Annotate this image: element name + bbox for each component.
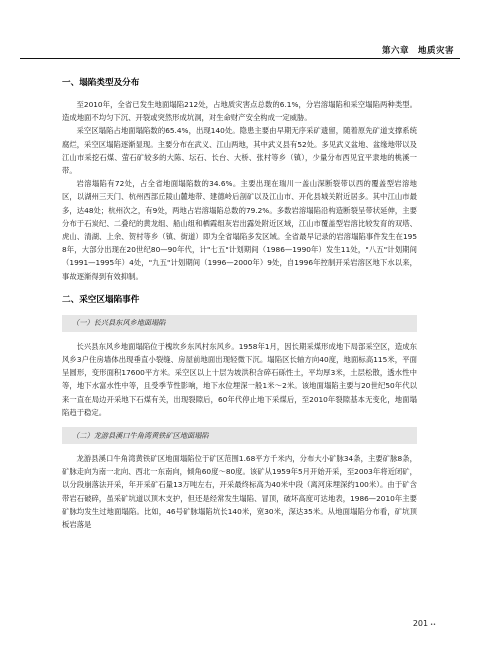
- page-number-value: 201: [412, 619, 429, 628]
- section-heading-2: 二、采空区塌陷事件: [62, 294, 140, 305]
- header-rule: [20, 58, 460, 59]
- case-paragraph-1: 长兴县东风乡地面塌陷位于槐坎乡东风村东风乡。1958年1月，因长期采煤形成地下局部采空区，造成东风乡3户住房墙体出现垂直小裂缝、房屋前地面出现轻微下沉。塌陷区长轴方向40度，地面标高115米，平面呈圆形，变形面积17600平方米。采空区以上十层为坡洪积含碎石砾性土，平均厚3米，土层松散，透水性中等，地下水富水性中等，且受季节性影响，地下水位埋深一般1米～2米。该地面塌陷主要与20世纪50年代以来一直在局边开采地下石煤有关，出现裂隙后，60年代停止地下采煤后，至2010年裂隙基本无变化，地面塌陷趋于稳定。: [62, 341, 417, 417]
- running-head: 第六章 地质灾害: [381, 46, 454, 56]
- paragraph-1: 至2010年，全省已发生地面塌陷212处，占地质灾害点总数的6.1%，分岩溶塌陷和采空塌陷两种类型。造成地面不均匀下沉、开裂或突然形成坑洞，对生命财产安全构成一定威胁。: [62, 100, 417, 123]
- page-number: [413, 619, 436, 628]
- page-mark: ••: [430, 622, 436, 628]
- paragraph-3: 岩溶塌陷有72处，占全省地面塌陷数的34.6%。主要出现在瑞川一盖山深断裂带以西的覆盖型岩溶地区，以湖州三天门、杭州西部丘陵山麓地带、建德岭后剖矿以及江山市、开化县城关附近居多。其中江山市最多，达48处；杭州次之，有9处，两地占岩溶塌陷总数的79.2%。多数岩溶塌陷沿构造断裂呈带状延伸，主要分布于石炭纪、二叠纪的黄龙组、船山组和栖霞组灰岩出露处附近区域，江山市覆盖型岩溶比较发育的双塔、虎山、清湖、上余、贺村等乡（镇、街道）即为全省塌陷多发区域。全省最早记录的岩溶塌陷事件发生在1958年，大部分出现在20世纪80—90年代，计"七五"计划期间（1986—1990年）发生11处，"八五"计划期间（1991—1995年）4处，"九五"计划期间（1996—2000年）9处，自1996年控制开采岩溶区地下水以来，事故逐渐得到有效抑制。: [62, 179, 417, 281]
- case-paragraph-2: 龙游县溪口牛角湾黄铁矿区地面塌陷位于矿区范围1.68平方千米内，分布大小矿脉34条，主要矿脉8条，矿脉走向为南一北向、西北一东南向，倾角60度～80度。该矿从1959年5月开始开采，至2003年将近闭矿，以分段崩落法开采，年开采矿石量13万吨左右，开采最终标高为40米中段（离河床埋深约100米）。由于矿含带岩石破碎，虽采矿坑道以顶木支护，但还是经常发生塌陷、冒顶，破坏高度可达地表，1986—2010年主要矿脉均发生过地面塌陷。比如，46号矿脉塌陷坑长140米，宽30米，深达35米。从地面塌陷分布看，矿坑顶板岩落是: [62, 454, 417, 530]
- body-content: [62, 68, 417, 531]
- paragraph-2: 采空区塌陷占地面塌陷数的65.4%，出现140处。隐患主要由早期无序采矿遗留，随着原先矿道支撑系统腐烂，采空区塌陷逐渐显现。主要分布在武义、江山两地，其中武义县有52处。多见武义盆地、盆缘地带以及江山市采挖石煤、萤石矿较多的大陈、坛石、长台、大桥、张村等乡（镇），少量分布西见宜平隶地的桃溪一带。: [62, 126, 417, 176]
- case-heading-1: （一）长兴县东风乡地面塌陷: [62, 315, 417, 332]
- case-heading-2: （二）龙游县溪口牛角湾黄铁矿区地面塌陷: [62, 427, 417, 444]
- section-heading-1: 一、塌陷类型及分布: [62, 78, 140, 88]
